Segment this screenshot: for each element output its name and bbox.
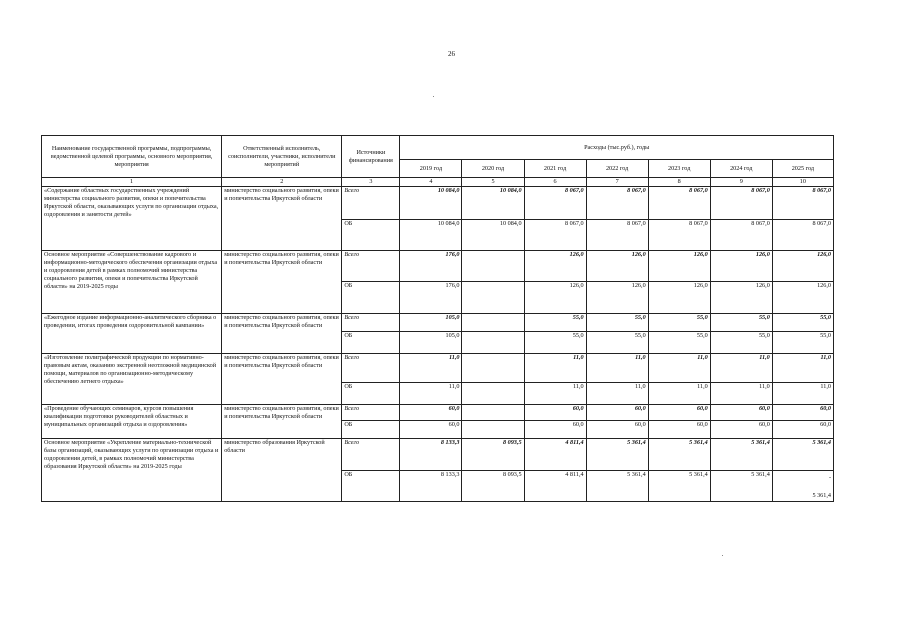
ob-value-cell: 11,0 (524, 383, 586, 405)
ob-value-cell: 4 811,4 (524, 471, 586, 502)
ob-value-cell: 176,0 (400, 282, 462, 314)
total-value-cell: 10 084,0 (462, 187, 524, 220)
total-value-cell (462, 405, 524, 421)
header-year: 2020 год (462, 160, 524, 178)
ob-value-cell: 126,0 (524, 282, 586, 314)
ob-value-cell: 11,0 (710, 383, 772, 405)
row-name: Основное мероприятие «Укрепление материально-технической базы организаций, оказывающих услуги по организации отдыха и оздоровления детей, в рамках полномочий министерства образования Иркутской области» на 2019-2025 годы (42, 439, 222, 502)
ob-value-cell: 126,0 (648, 282, 710, 314)
ob-value-cell: 10 084,0 (400, 220, 462, 251)
table-body (42, 187, 834, 502)
ob-value-cell (772, 471, 833, 502)
budget-table (41, 135, 834, 502)
total-value-cell: 126,0 (586, 251, 648, 282)
total-value-cell: 60,0 (524, 405, 586, 421)
total-value-cell: 11,0 (586, 354, 648, 383)
ob-value-cell (462, 421, 524, 439)
ob-value-cell: 60,0 (648, 421, 710, 439)
header-responsible: Ответственный исполнитель, соисполнители, участники, исполнители мероприятий (222, 136, 342, 178)
total-value-cell: 5 361,4 (772, 439, 833, 471)
total-value-cell: 8 067,0 (710, 187, 772, 220)
ob-value-cell: 8 067,0 (710, 220, 772, 251)
ob-value-cell: 8 093,5 (462, 471, 524, 502)
page-number: 26 (448, 50, 455, 58)
total-value-cell: 176,0 (400, 251, 462, 282)
total-value-cell: 60,0 (648, 405, 710, 421)
source-total-label: Всего (342, 314, 400, 332)
total-value-cell: 8 067,0 (524, 187, 586, 220)
total-value-cell: 5 361,4 (648, 439, 710, 471)
source-total-label: Всего (342, 439, 400, 471)
total-value-cell: 105,0 (400, 314, 462, 332)
ob-value-cell: 60,0 (710, 421, 772, 439)
column-number: 9 (710, 178, 772, 187)
row-name: «Проведение обучающих семинаров, курсов повышения квалификации подготовки руководителей областных и муниципальных организаций отдыха и оздоровления» (42, 405, 222, 439)
total-value-cell: 126,0 (648, 251, 710, 282)
total-value-cell: 11,0 (772, 354, 833, 383)
total-value-cell: 55,0 (586, 314, 648, 332)
total-value-cell: 60,0 (710, 405, 772, 421)
ob-value-cell: 60,0 (586, 421, 648, 439)
total-value-cell: 60,0 (772, 405, 833, 421)
table-row (42, 354, 834, 383)
column-number: 1 (42, 178, 222, 187)
header-expenses: Расходы (тыс.руб.), годы (400, 136, 834, 160)
ob-value-cell: 8 133,3 (400, 471, 462, 502)
total-value-cell: 8 093,5 (462, 439, 524, 471)
ob-value-cell: 8 067,0 (772, 220, 833, 251)
source-ob-label: ОБ (342, 332, 400, 354)
total-value-cell (462, 354, 524, 383)
total-value-cell: 55,0 (524, 314, 586, 332)
source-ob-label: ОБ (342, 282, 400, 314)
ob-value-cell: 126,0 (586, 282, 648, 314)
total-value-cell: 55,0 (710, 314, 772, 332)
total-value-cell: 60,0 (400, 405, 462, 421)
ob-value-cell (462, 282, 524, 314)
row-responsible: министерство образования Иркутской области (222, 439, 342, 502)
ob-value-cell: 60,0 (772, 421, 833, 439)
ob-value-cell: 60,0 (524, 421, 586, 439)
column-number: 2 (222, 178, 342, 187)
total-value-cell: 55,0 (772, 314, 833, 332)
total-value-cell: 11,0 (710, 354, 772, 383)
column-number: 10 (772, 178, 833, 187)
ob-value-cell: 5 361,4 (586, 471, 648, 502)
ob-value-cell (462, 332, 524, 354)
ob-value-cell: 126,0 (710, 282, 772, 314)
total-value-cell: 5 361,4 (586, 439, 648, 471)
ob-value-cell: 60,0 (400, 421, 462, 439)
row-responsible: министерство социального развития, опеки и попечительства Иркутской области (222, 251, 342, 314)
column-number: 6 (524, 178, 586, 187)
source-total-label: Всего (342, 187, 400, 220)
total-value-cell: 8 067,0 (586, 187, 648, 220)
column-number: 3 (342, 178, 400, 187)
total-value-cell (462, 314, 524, 332)
ob-value: 5 361,4 (812, 492, 831, 499)
header-year: 2021 год (524, 160, 586, 178)
ob-value-cell: 11,0 (586, 383, 648, 405)
ob-value-cell: 8 067,0 (648, 220, 710, 251)
row-name: «Ежегодное издание информационно-аналитического сборника о проведении, итогах проведения оздоровительной кампании» (42, 314, 222, 354)
total-value-cell: 8 067,0 (772, 187, 833, 220)
source-ob-label: ОБ (342, 220, 400, 251)
ob-value-cell: 55,0 (524, 332, 586, 354)
row-name: «Изготовление полиграфической продукции по нормативно-правовым актам, оказанию экстренной неотложной медицинской помощи, материалов по организационно-методическому обеспечению летнего отдыха» (42, 354, 222, 405)
header-year: 2025 год (772, 160, 833, 178)
source-total-label: Всего (342, 251, 400, 282)
header-year: 2022 год (586, 160, 648, 178)
row-responsible: министерство социального развития, опеки и попечительства Иркутской области (222, 405, 342, 439)
total-value-cell: 11,0 (524, 354, 586, 383)
total-value-cell (462, 251, 524, 282)
table-row (42, 405, 834, 421)
ob-value-cell: 126,0 (772, 282, 833, 314)
table-row (42, 187, 834, 220)
row-responsible: министерство социального развития, опеки и попечительства Иркутской области (222, 187, 342, 251)
ob-value-cell: 5 361,4 (648, 471, 710, 502)
scan-speck (722, 555, 723, 556)
ob-value-cell: 55,0 (586, 332, 648, 354)
column-number: 4 (400, 178, 462, 187)
table-row (42, 251, 834, 282)
scan-speck (433, 96, 434, 97)
header-name: Наименование государственной программы, подпрограммы, ведомственной целевой программы, основного мероприятия, мероприятия (42, 136, 222, 178)
ob-value-cell: 55,0 (710, 332, 772, 354)
row-responsible: министерство социального развития, опеки и попечительства Иркутской области (222, 314, 342, 354)
dash-mark: - (828, 474, 831, 481)
ob-value-cell: 11,0 (772, 383, 833, 405)
ob-value-cell: 8 067,0 (586, 220, 648, 251)
ob-value-cell: 11,0 (648, 383, 710, 405)
ob-value-cell (462, 383, 524, 405)
ob-value-cell: 11,0 (400, 383, 462, 405)
source-total-label: Всего (342, 405, 400, 421)
total-value-cell: 60,0 (586, 405, 648, 421)
source-ob-label: ОБ (342, 383, 400, 405)
total-value-cell: 5 361,4 (710, 439, 772, 471)
header-sources: Источники финансирования (342, 136, 400, 178)
source-ob-label: ОБ (342, 471, 400, 502)
row-name: Основное мероприятие «Совершенствование кадрового и информационно-методического обеспечения организации отдыха и оздоровления детей в рамках полномочий министерства социального развития, опеки и попечительства Иркутской области» на 2019-2025 годы (42, 251, 222, 314)
table-row (42, 314, 834, 332)
total-value-cell: 126,0 (772, 251, 833, 282)
total-value-cell: 11,0 (648, 354, 710, 383)
table-row (42, 439, 834, 471)
total-value-cell: 126,0 (524, 251, 586, 282)
header-year: 2023 год (648, 160, 710, 178)
ob-value-cell: 8 067,0 (524, 220, 586, 251)
total-value-cell: 55,0 (648, 314, 710, 332)
ob-value-cell: 55,0 (648, 332, 710, 354)
source-total-label: Всего (342, 354, 400, 383)
total-value-cell: 126,0 (710, 251, 772, 282)
source-ob-label: ОБ (342, 421, 400, 439)
total-value-cell: 4 811,4 (524, 439, 586, 471)
header-year: 2024 год (710, 160, 772, 178)
total-value-cell: 8 133,3 (400, 439, 462, 471)
total-value-cell: 8 067,0 (648, 187, 710, 220)
ob-value-cell: 5 361,4 (710, 471, 772, 502)
row-name: «Содержание областных государственных учреждений министерства социального развития, опеки и попечительства Иркутской области, оказывающих услуги по организации отдыха, оздоровления и занятости детей» (42, 187, 222, 251)
total-value-cell: 11,0 (400, 354, 462, 383)
column-number: 7 (586, 178, 648, 187)
ob-value-cell: 55,0 (772, 332, 833, 354)
column-number: 5 (462, 178, 524, 187)
ob-value-cell: 10 084,0 (462, 220, 524, 251)
total-value-cell: 10 084,0 (400, 187, 462, 220)
header-year: 2019 год (400, 160, 462, 178)
ob-value-cell: 105,0 (400, 332, 462, 354)
column-number: 8 (648, 178, 710, 187)
row-responsible: министерство социального развития, опеки и попечительства Иркутской области (222, 354, 342, 405)
